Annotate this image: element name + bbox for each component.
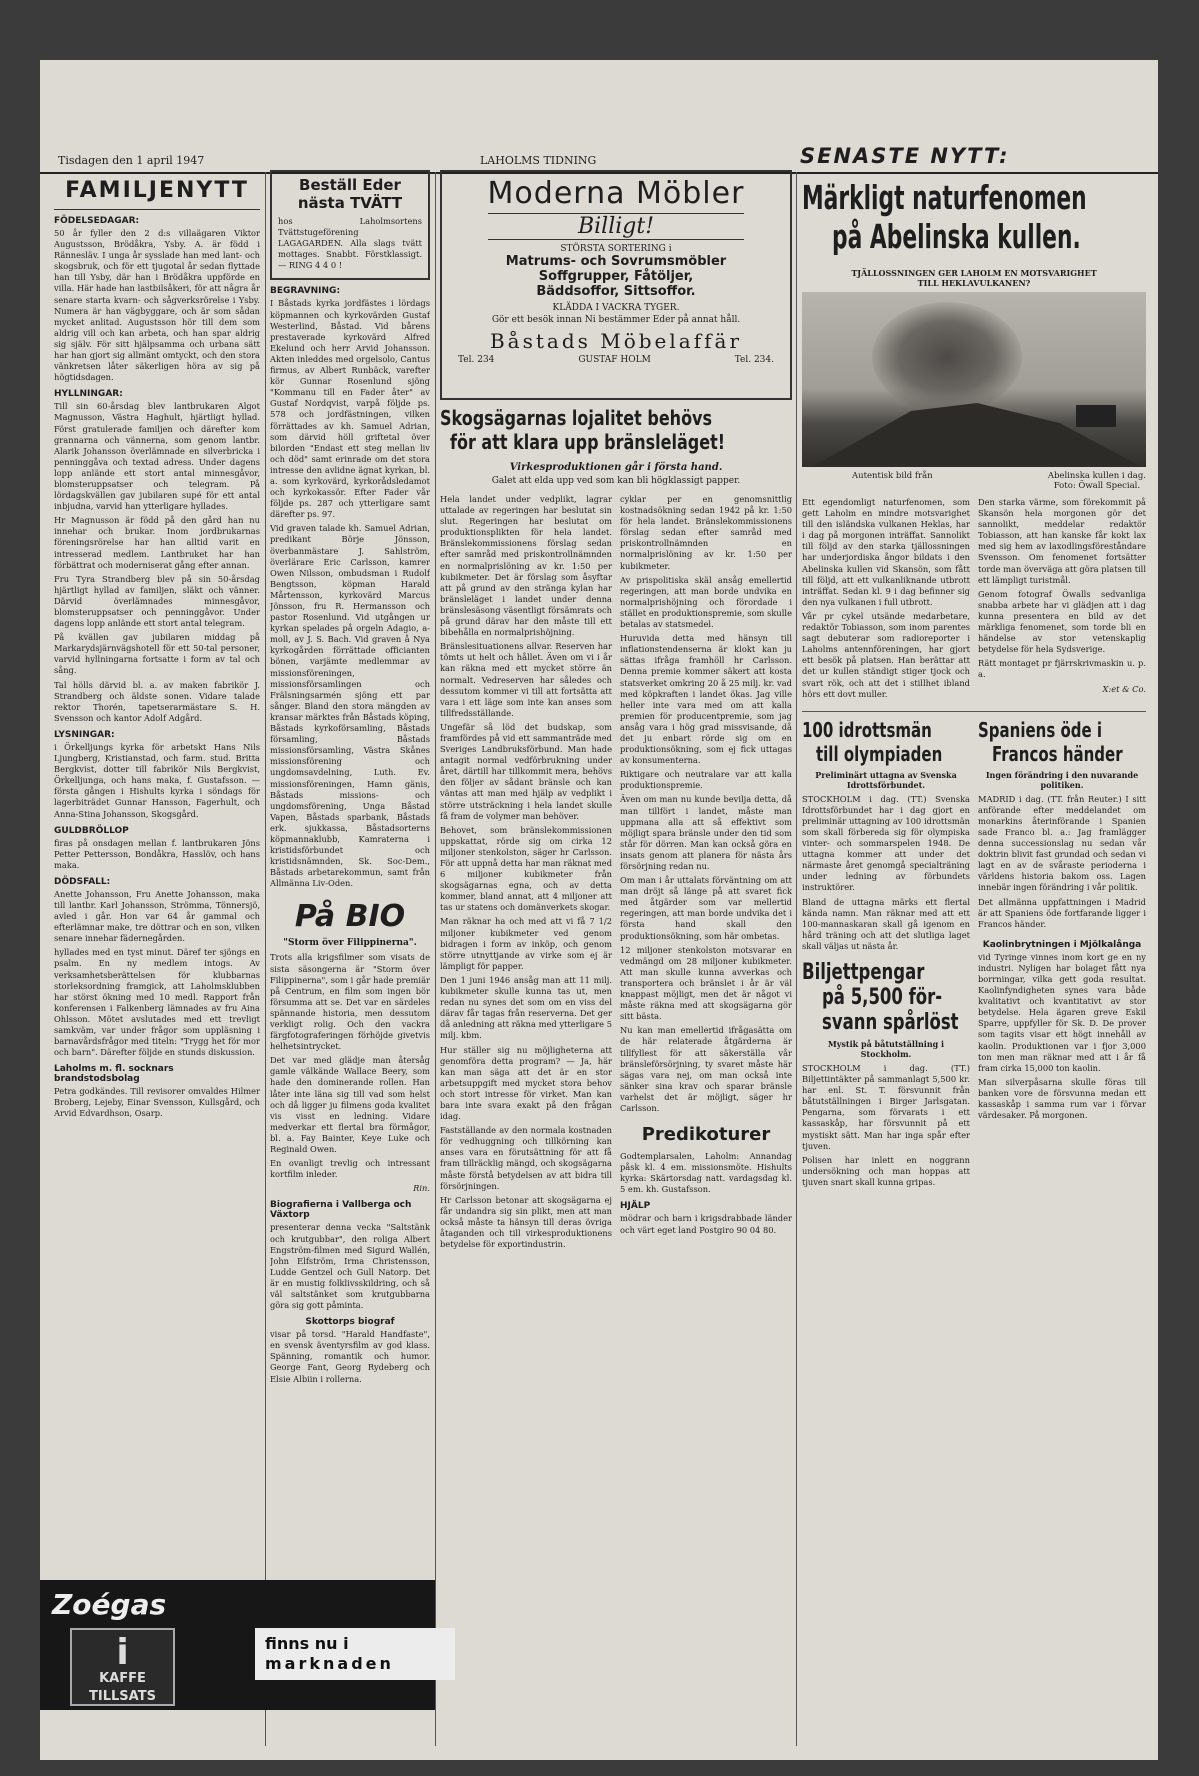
forest-text: Nu kan man emellertid ifrågasätta om de här relaterade åtgärderna är tillfyllest för att säkerställa vår bränsleförsörjning, ty svaret måste här sägas vara nej, om man också inte sänker sina krav och sparar bränsle varhelst det är möjligt, säger hr Carlsson.: [620, 1025, 792, 1113]
forest-text: Även om man nu kunde bevilja detta, då man tillfört i landet, måste man uppmana alla att så effektivt som möjligt spara bränsle under den tid som står för dörren. Man kan också göra en insats genom att planera för nästa års försörjning redan nu.: [620, 794, 792, 871]
zoegas-advertisement: [40, 1580, 435, 1710]
funeral-text: Vid graven talade kh. Samuel Adrian, predikant Börje Jönsson, överbanmästare J. Sahlström, överlärare Eric Carlsson, kamrer Owen Nilsson, ombudsman i Rudolf Bengtsson, köpman Harald Mårtensson, kyrkovärd Marcus Jönsson, fru R. Hermansson och pastor Rosenlund. Vid utgången ur kyrkan spelades på orgeln Adagio, a-moll, av J. S. Bach. Vid graven å Nya kyrkogården förrättade officianten bönen, varjämte medlemmar av missionsföreningen, missionsförsamlingen och Frälsningsarmén sjöng ett par sånger. Bland den stora mängden av kransar märktes från Båstads köping, Båstads kyrkoförsamling, Båstads församling, Båstads missionsförsamling, Västra Skånes missionsförening och ungdomsavdelning, Luth. Ev. missionsföreningen, Hamn gänis, Båstads missions- och ungdomsförening, Unga Båstad Vapen, Båstads sparbank, Båstads erk. sjukkassa, Båstadsorterns köpmannaklubb, Kamraterna i kristidsförbundet och kristidsnämnden, Sk. Soc-Dem., Båstads arbetarekommun, samt från Allmänna Liv-Oden.: [270, 523, 430, 889]
cinema-subtitle: "Storm över Filippinerna".: [283, 938, 417, 949]
column-rule: [265, 172, 266, 1746]
forest-article-column: [440, 494, 612, 1253]
zoegas-copy-line: finns nu i: [265, 1634, 349, 1653]
preachers-text: Godtemplarsalen, Laholm: Annandag påsk kl. 4 em. missionsmöte. Hishults kyrka: Skärtorsdag natt. vardagsdag kl. 5 em. kh. Gustafsson.: [620, 1151, 792, 1195]
furniture-shop-name: Båstads Möbelaffär: [489, 329, 743, 353]
forest-text: Huruvida detta med hänsyn till inflationstendenserna är klokt kan ju sättas ifråga framhöll hr Carlsson. Denna premie kommer säkert att kosta statsverket omkring 20 å 25 milj. kr. vad med köpkraften i landet ökas. Jag ville heller inte vara med om att kalla premien för producentpremie, som jag ansåg vara i hög grad missvisande, då det ju enbart rörde sig om en produktionsökning, som ej fick uttagas av konsumenterna.: [620, 633, 792, 766]
nature-text: Ett egendomligt naturfenomen, som gett Laholm en mindre motsvarighet till den isländska vulkanen Heklas, har i dag på morgonen inträffat. Sannolikt till följd av den starka tjällossningen har underjordiska ångor bildats i den Abelinska kullen vid Skansön, som fått till följd, att ett vulkanliknande utbrott inträffat. Sedan kl. 9 i dag befinner sig den nya vulkanen i full utbrott.: [802, 497, 970, 607]
engagement-heading: LYSNINGAR:: [54, 729, 115, 740]
lower-news: [802, 711, 1146, 1191]
house-silhouette: [1076, 405, 1116, 427]
furniture-line: KLÄDDA I VACKRA TYGER.: [552, 303, 680, 313]
forest-text: Fastställande av den normala kostnaden för vedhuggning och tillkörning kan anses vara en förutsättning för att få fram tillräcklig mängd, och skogsägarna måste förstå betydelsen av att bidra till försörjningen.: [440, 1125, 612, 1191]
furniture-title: Moderna Möbler: [487, 176, 745, 211]
forest-text: Den 1 juni 1946 ansåg man att 11 milj. kubikmeter skulle kunna tas ut, men redan nu synes det som om en viss del därav får tagas från reserverna. Det ger då anledning att räkna med ytterligare 5 milj. kbm.: [440, 974, 612, 1041]
nature-text: Genom fotograf Öwalls sedvanliga snabba arbete har vi glädjen att i dag kunna presentera en bild av det märkliga fenomenet, som torde bli en händelse av stor vetenskaplig betydelse för hela Sydsverige.: [978, 588, 1146, 655]
forest-article-column: [620, 494, 792, 1253]
zoegas-logo: Zoégas: [52, 1588, 167, 1621]
forest-text: Hr Carlsson betonar att skogsägarna ej får undandra sig sin plikt, men att man också måste ta hänsyn till deras övriga åtaganden och till virkesproduktionens betydelse för exportindustrin.: [440, 1194, 612, 1250]
engagement-text: i Örkelljungs kyrka för arbetskt Hans Nils Ljungberg, Kristianstad, och farm. stud. Britta Bergkvist, dotter till fabrikör Nils Bergkvist, Örkelljunga, och hans maka, f. Gustafsson. — första gången i Hishults kyrka i söndags för lagerbiträdet Gunnar Hansson, Fagerhult, och Anna-Stina Johansson, Skogsgård.: [54, 741, 260, 819]
photo-caption-left: Autentisk bild från: [852, 471, 933, 481]
forest-text: Av prispolitiska skäl ansåg emellertid regeringen, att man borde undvika en normalprishöjning och förordade i stället en produktionspremie, som skulle betalas av statsmedel.: [620, 574, 792, 630]
nature-article-column: [978, 497, 1146, 703]
zoegas-copy: [255, 1628, 455, 1680]
laundry-text: hos Laholmsortens Tvättstugeförening LAGAGARDEN. Alla slags tvätt mottages. Snabbt. Förstklassigt. — RING 4 4 0 !: [278, 216, 422, 271]
lottery-text: Polisen har inlett en noggrann undersökning och man hoppas att tjuven snart skall kunna gripas.: [802, 1154, 970, 1187]
tribute-text: På kvällen gav jubilaren middag på Markarydsjärnvägshotell för ett 50-tal personer, varvid hyllningarna fortsatte i form av tal och sång.: [54, 632, 260, 676]
spain-text: MADRID i dag. (TT. från Reuter.) I sitt anförande efter meddelandet om monarkins återinförande i Spanien sade Franco bl. a.: Jag framlägger denna successionslag nu sedan vår doktrin blivit fast grundad och sedan vi lagt en av de svåraste perioderna i världens historia bakom oss. Lagen innebär ingen förändring i vår politik.: [978, 793, 1146, 893]
column-three-four: [440, 170, 792, 1750]
lower-news-column: [978, 718, 1146, 1191]
olympics-subheadline: Preliminärt uttagna av Svenska Idrottsförbundet.: [815, 769, 957, 790]
newspaper-page: [40, 60, 1158, 1760]
funeral-text: I Båstads kyrka jordfästes i lördags köpmannen och kyrkovärden Gustaf Westerlind, Båstad. Vid bårens prestaverade kyrkovärd Alfred Ekelund och herr Arvid Johansson. Akten inleddes med orgelsolo, Cantus firmus, av Albert Runbäck, varefter kör Gunnar Rosenlund sjöng "Kommanu till en Fader åter" av Gustaf Nordqvist, varpå följde ps. 578 och jordfästningen, vilken förrättades av kh. Samuel Adrian, som därvid höll griftetal över bilorden "Endast ett steg mellan liv och död" samt erinrade om det stora intresse den avlidne ägnat kyrkan, bl. a. som kyrkovärd, kyrkorådsledamot och kyrkokassör. Efter Fader vår följde ps. 287 och ytterligare samt därefter ps. 97.: [270, 298, 430, 520]
volcano-photo: [802, 292, 1146, 467]
furniture-line: Soffgrupper, Fåtöljer,: [538, 269, 694, 284]
help-text: mödrar och barn i krigsdrabbade länder och värt eget land Postgiro 90 04 80.: [620, 1213, 792, 1235]
forest-text: cyklar per en genomsnittlig kostnadsökning sedan 1942 på kr. 1:50 för hela landet. Bränslekommissionens förslag sedan efter samråd med priskontrollnämnden en normalprislöning av kr. 1:50 per kubikmeter.: [620, 494, 792, 571]
nature-headline: på Abelinska kullen.: [832, 217, 1081, 256]
forest-article-body: [440, 494, 792, 1253]
spain-headline: Spaniens öde i: [978, 717, 1103, 742]
cinema-section-heading: Biografierna i Vallberga och Växtorp: [270, 1200, 412, 1221]
club-text: hyllades med en tyst minut. Däref ter sjöngs en psalm. En ny medlem intogs. Av verksamhetsberättelsen för klubbarnas storleksordning framgick, att Laholmsklubben har störst ökning med 10 medl. Rapport från konferensen i Falkenberg lämnades av fru Aina Ohlsson. Mötet avslutades med ett trevligt samkväm, var under frågor som uppläsning i barnavårdsfrågor med titeln: "Trygg het för mor och barn". Därefter följde en stunds diskussion.: [54, 947, 260, 1058]
fire-insurance-heading: Laholms m. fl. socknars brandstodsbolag: [54, 1064, 174, 1085]
forest-text: 12 miljoner stenkolston motsvarar en vedmängd om 28 miljoner kubikmeter. Att man skulle kunna avverkas och transportera och bränslet i år är väl knappast möjligt, men det är något vi måste räkna med att skogsägarna gör sitt bästa.: [620, 944, 792, 1022]
column-two: [270, 170, 430, 1570]
cinema-text: Trots alla krigsfilmer som visats de sista säsongerna är "Storm över Filippinerna", som i går hade premiär på Centrum, en film som ingen bör försumma att se. Det var en särdeles spännande historia, men dessutom verkligt rolig. Och den vackra färgfotograferingen förhöjde givetvis helhetsintrycket.: [270, 952, 430, 1052]
photo-caption-line: Abelinska kullen i dag.: [1047, 471, 1146, 481]
info-i-icon: i: [116, 1632, 129, 1673]
olympics-text: Bland de uttagna märks ett flertal kända namn. Man räknar med att ett 100-mannaskaran skall gå igenom en hård träning och att det slutliga laget skall väljas ut nästa år.: [802, 896, 970, 951]
cinema-text: Det var med glädje man återsåg gamle välkände Wallace Beery, som hade den dominerande rollen. Han låter inte läna sig till vad som helst och då ligger ju filmens goda kvalitet vis visst en ledning. Vidare medverkar ett flertal bra förmågor, bl. a. Fay Bainter, Keye Luke och Reginald Owen.: [270, 1055, 430, 1155]
lottery-subheadline: Mystik på båtutställning i Stockholm.: [827, 1039, 945, 1059]
kaolin-text: Man silverpåsarna skulle föras till banken vore de försvunna medan ett kassaskåp i samma rum var i förvar värdesaker. På morgonen.: [978, 1076, 1146, 1121]
column-rule: [796, 172, 797, 1746]
forest-text: Bränslesituationens allvar. Reserven har tömts ut helt och hållet. Även om vi i år kan räkna med ett mycket större än normalt. Vedreserven har således och dessutom kommer vi till att fortsätta att vara i ett läge som inte kan anses som tillfredsställande.: [440, 641, 612, 718]
lottery-headline: Biljettpengar: [802, 960, 925, 985]
furniture-line: STÖRSTA SORTERING i: [560, 244, 672, 254]
package-label: KAFFE TILLSATS: [89, 1671, 156, 1704]
photo-caption-right: [1048, 471, 1146, 491]
kaolin-heading: Kaolinbrytningen i Mjölkalånga: [982, 939, 1142, 950]
forest-text: Behovet, som bränslekommissionen uppskattat, rörde sig om cirka 12 miljoner stenkolston, säger hr Carlsson. För att uppnå detta har man räknat med 6 miljoner kubikmeter från skogsägarnas egna, och av detta kommer, bland annat, att 4 miljoner att tas ur statens och domänverkets skogar.: [440, 824, 612, 913]
lottery-headline: på 5,500 för-: [822, 985, 943, 1010]
nature-text: Den starka värme, som förekommit på Skansön hela morgonen gör det sannolikt, meddelar redaktör Tobiasson, att han kanske får kokt lax med sig hem av laxodlingsföreståndare Svensson. Om fenomenet fortsätter torde man överväga att göra platsen till ett lämpligt turistmål.: [978, 497, 1146, 585]
olympics-text: STOCKHOLM i dag. (TT.) Svenska Idrottsförbundet har i dag gjort en preliminär uttagning av 100 idrottsmän som skall förbereda sig för olympiska vinter- och sommarspelen 1948. De uttagna kommer att under det närmaste året genomgå specialträning under ledning av förbundets instruktörer.: [802, 793, 970, 893]
furniture-owner: GUSTAF HOLM: [578, 355, 651, 365]
preachers-heading: Predikoturer: [641, 1124, 771, 1146]
nature-subheadline: TJÄLLOSSNINGEN GER LAHOLM EN MOTSVARIGHET: [851, 268, 1097, 278]
smoke-plume: [872, 302, 1022, 412]
spain-headline: Francos händer: [992, 741, 1123, 766]
forest-text: Riktigare och neutralare var att kalla produktionspremie.: [620, 769, 792, 791]
laundry-title: Beställ Eder: [299, 176, 401, 194]
tribute-text: Tal hölls därvid bl. a. av maken fabrikör J. Strandberg och äldste sonen. Vidare talade rektor Thorén, tapetserarmästare S. H. Svensson och kantor Adolf Adgård.: [54, 679, 260, 723]
header-date: Tisdagen den 1 april 1947: [58, 154, 205, 167]
forest-text: Ungefär så löd det budskap, som framfördes på vid ett sammanträde med Sveriges Landbruksförbund. Man hade antagit normal vedförbrukning under året, därtill har tillkommit mera, behövs den följer av sådant bränsle och kan väntas att man med hjälp av vedplikt i större utsträckning i hela landet skulle få fram de volymer man behöver.: [440, 721, 612, 821]
tribute-text: Hr Magnusson är född på den gård han nu innehar och brukar. Inom jordbrukarnas föreningsrörelse har han alltid varit en intresserad medlem. Lantbruket har han förbättrat och moderniserat gång efter annan.: [54, 515, 260, 570]
furniture-phone: Tel. 234.: [734, 355, 774, 365]
nature-article-body: [802, 497, 1146, 703]
spain-text: Det allmänna uppfattningen i Madrid är att Spaniens öde fortfarande ligger i Francos händer.: [978, 896, 1146, 929]
furniture-line: Bäddsoffor, Sittsoffor.: [536, 284, 696, 299]
forest-subheadline: Virkesproduktionen går i första hand.: [509, 462, 723, 473]
familjenytt-title: FAMILJENYTT: [54, 170, 260, 210]
spain-subheadline: Ingen förändring i den nuvarande politiken.: [985, 769, 1139, 790]
help-heading: HJÄLP: [620, 1201, 651, 1212]
nature-article-column: [802, 497, 970, 703]
column-rule: [435, 172, 436, 1746]
cinema-section-heading: Skottorps biograf: [305, 1317, 395, 1328]
olympics-headline: till olympiaden: [816, 741, 943, 766]
column-familjenytt: [54, 170, 260, 1750]
nature-headline: Märkligt naturfenomen: [802, 178, 1087, 217]
photo-caption: [802, 471, 1146, 491]
header-paper-name: LAHOLMS TIDNING: [480, 154, 597, 167]
forest-headline: för att klara upp bränsleläget!: [450, 430, 726, 454]
cinema-text: En ovanligt trevlig och intressant kortfilm inleder.: [270, 1158, 430, 1180]
deaths-heading: DÖDSFALL:: [54, 876, 111, 887]
golden-wedding-text: firas på onsdagen mellan f. lantbrukaren Jöns Petter Pettersson, Bondåkra, Hasslöv, och hans maka.: [54, 837, 260, 870]
tribute-text: Fru Tyra Strandberg blev på sin 50-årsdag hjärtligt hyllad av familjen, släkt och vänner. Därvid överlämnades minnesgåvor, blomsteruppsatser och penninggåvor. Under dagens lopp anlände ett stort antal telegram.: [54, 573, 260, 629]
lottery-text: STOCKHOLM i dag. (TT.) Biljettintäkter på sammanlagt 5,500 kr. har enl. St. T. försvunnit från båtutställningen i Birger Jarlsgatan. Pengarna, som förvarats i ett kassaskåp, har försvunnit på ett mystiskt sätt. Man har inga spår efter tjuven.: [802, 1063, 970, 1151]
olympics-headline: 100 idrottsmän: [802, 717, 932, 742]
laundry-advertisement: [270, 170, 430, 280]
coffee-package: [70, 1628, 175, 1706]
column-latest-news: [802, 170, 1146, 1750]
cinema-title: På BIO: [294, 899, 406, 935]
furniture-phone: Tel. 234: [458, 355, 495, 365]
nature-text: Rätt montaget pr fjärrskrivmaskin u. p. a.: [978, 658, 1146, 680]
cinema-signature: Rin.: [413, 1183, 430, 1194]
nature-text: Vår pr cykel utsände medarbetare, redaktör Tobiasson, som inom parentes sagt debuterar som radioreporter i Laholms antennföreningen, har gjort ett besök på platsen. Han berättar att det ur kullen ständigt stiger tjock och svart rök, och att det i stillhet ibland hörs ett dovt muller.: [802, 610, 970, 699]
tribute-heading: HYLLNINGAR:: [54, 389, 123, 400]
laundry-title: nästa TVÄTT: [297, 194, 403, 212]
cinema-text: presenterar denna vecka "Saltstänk och krutgubbar", den roliga Albert Engström-filmen med Sigurd Wallén, John Elfström, Irma Christensson, Ludde Gentzel och Gull Natorp. Det är en mustig folklivsskildring, och så väl saltstänket som krutgubbarna göra sig gott påminta.: [270, 1222, 430, 1311]
lower-news-column: [802, 718, 970, 1191]
golden-wedding-heading: GULDBRÖLLOP: [54, 825, 129, 836]
forest-subheadline: Galet att elda upp ved som kan bli högklassigt papper.: [491, 476, 741, 486]
forest-text: Hela landet under vedplikt, lagrar uttalade av regeringen har beslutat sin slut. Regeringen har beslutat om produktionsplikten för hela landet. Bränslekommissionens förslag sedan efter samråd med priskontrollnämnden en normalprislöning av kr. 1:50 per kubikmeter. Det är förslag som åsyftar att på grund av den stränga kylan har bränsleläget i landet under denna bränslesäsong väsentligt försämrats och på grund därav har den måste till ett bibehålla en normalprishöjning.: [440, 494, 612, 638]
cinema-text: visar på torsd. "Harald Handfaste", en svensk äventyrsfilm av god klass. Spänning, romantik och humor. George Fant, Georg Rydeberg och Elsie Albiin i rollerna.: [270, 1329, 430, 1384]
lottery-headline: svann spårlöst: [822, 1010, 959, 1035]
forest-text: Man räknar ha och med att vi få 7 1/2 miljoner kubikmeter ved genom bidragen i form av inköp, och genom större utnyttjande av virke som ej är lämpligt för papper.: [440, 916, 612, 971]
furniture-line: Matrums- och Sovrumsmöbler: [505, 254, 727, 269]
nature-signature: X:et & Co.: [1102, 683, 1146, 694]
fire-insurance-text: Petra godkändes. Till revisorer omvaldes Hilmer Broberg, Lejeby, Einar Svensson, Kullsgård, och Arvid Edvardhson, Osarp.: [54, 1086, 260, 1119]
deaths-text: Anette Johansson, Fru Anette Johansson, maka till lantbr. Karl Johansson, Strömma, Tönnersjö, avled i går. Hon var 64 år gammal och efterlämnar make, tre döttrar och en son, vilken senare innehar fädernegården.: [54, 888, 260, 944]
tribute-text: Till sin 60-årsdag blev lantbrukaren Algot Magnusson, Västra Haghult, hjärtligt hyllad. Först gratulerade familjen och därefter kom grannarna och vännerna, som genom lantbr. Alarik Johansson överlämnade en silverbricka i penninggåva och textad adress. Under dagens lopp anlände ett stort antal minnesgåvor, blomsteruppsatser och telegram. På lördagskvällen gav jubilaren supé för ett antal inbjudna, varvid han ytterligare hyllades.: [54, 401, 260, 512]
birthday-text: 50 år fyller den 2 d:s villaägaren Viktor Augustsson, Brödåkra, Ysby. A. är född i Rännesläv. I unga år sysslade han med lant- och skogsbruk, och för ett tjugotal år sedan flyttade han till Ysby, där han i Brödåkra uppförde en villa. Här hade han lastbilsåkeri, för att några år senare starta kvarn- och sågverksrörelse i Ysby. Numera är han vägbyggare, och är som sådan mycket anlitad. Augustsson hör till dem som aldrig vill och kan arbeta, och han spar aldrig sig själv. För sitt hjälpsamma och urbana sätt har han gjort sig allmänt omtyckt, och den stora vänkretsen låter säkerligen höra av sig på högtidsdagen.: [54, 228, 260, 383]
forest-headline: Skogsägarnas lojalitet behövs: [440, 406, 713, 430]
furniture-subtitle: Billigt!: [488, 213, 744, 240]
photo-caption-line: Foto: Öwall Special.: [1053, 481, 1141, 491]
birthday-heading: FÖDELSEDAGAR:: [54, 216, 140, 226]
kaolin-text: vid Tyringe vinnes inom kort ge en ny industri. Nyligen har bolaget fått nya borrningar, vilka gett goda resultat. Kaolinfyndigheten synes vara både kvalitativt och kvantitativt av stor betydelse. Hela ägaren greve Eskil Sparre, uppfyller för Sk. D. De prover som tagits visar ett högt innehåll av kaolin. Produktionen var i fjor 3,000 ton men man räknar med att i år få fram cirka 15,000 ton kaolin.: [978, 951, 1146, 1073]
funeral-heading: BEGRAVNING:: [270, 286, 341, 297]
nature-subheadline: TILL HEKLAVULKANEN?: [917, 278, 1031, 288]
furniture-contact-row: [458, 355, 774, 365]
zoegas-copy-line: marknaden: [265, 1654, 394, 1673]
forest-text: Hur ställer sig nu möjligheterna att genomföra detta program? — Ja, här kan man säga att det är en stor arbetsuppgift med mycket stora behov och stort intresse för virket. Man kan bara inte svara exakt på den frågan idag.: [440, 1044, 612, 1122]
header-latest-news-banner: SENASTE NYTT:: [800, 144, 1010, 168]
furniture-line: Gör ett besök innan Ni bestämmer Eder på annat håll.: [491, 315, 741, 325]
furniture-advertisement: [440, 170, 792, 400]
forest-text: Om man i år uttalats förväntning om att man dröjt så länge på att svaret fick med åtgärder som var mellertid regeringen, att man borde undvika det i första hand skall den produktionsökning, som här ombetas.: [620, 875, 792, 941]
